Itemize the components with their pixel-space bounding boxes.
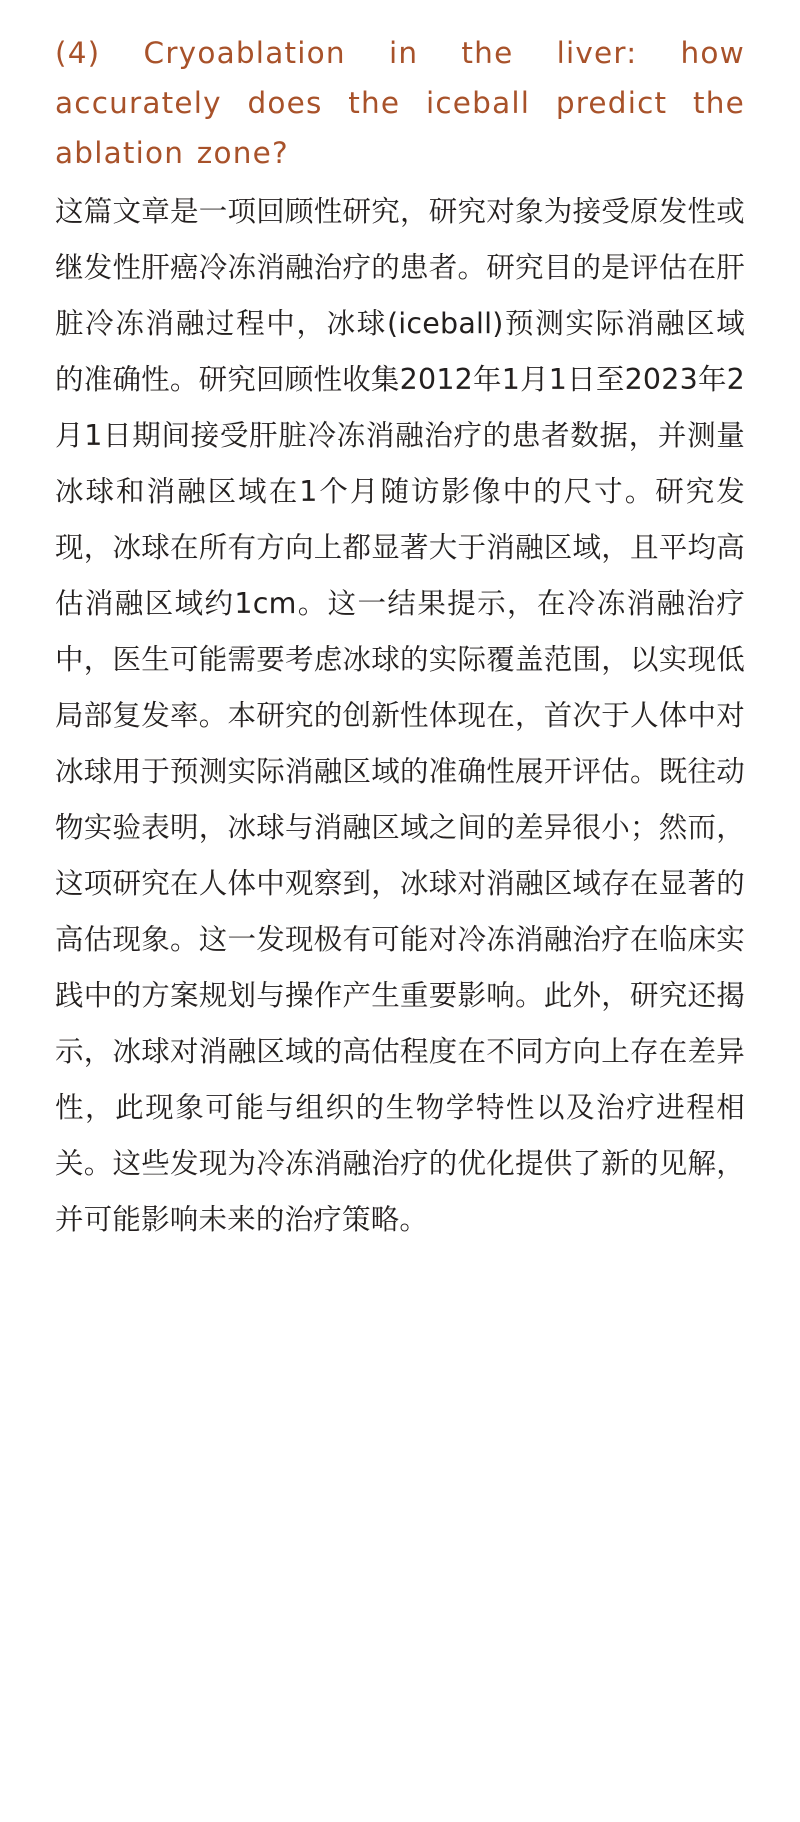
article-body-text: 这篇文章是一项回顾性研究，研究对象为接受原发性或继发性肝癌冷冻消融治疗的患者。研究目的是评估在肝脏冷冻消融过程中，冰球(iceball)预测实际消融区域的准确性。研究回顾性收集2012年1月1日至2023年2月1日期间接受肝脏冷冻消融治疗的患者数据，并测量冰球和消融区域在1个月随访影像中的尺寸。研究发现，冰球在所有方向上都显著大于消融区域，且平均高估消融区域约1cm。这一结果提示，在冷冻消融治疗中，医生可能需要考虑冰球的实际覆盖范围，以实现低局部复发率。本研究的创新性体现在，首次于人体中对冰球用于预测实际消融区域的准确性展开评估。既往动物实验表明，冰球与消融区域之间的差异很小；然而，这项研究在人体中观察到，冰球对消融区域存在显著的高估现象。这一发现极有可能对冷冻消融治疗在临床实践中的方案规划与操作产生重要影响。此外，研究还揭示，冰球对消融区域的高估程度在不同方向上存在差异性，此现象可能与组织的生物学特性以及治疗进程相关。这些发现为冷冻消融治疗的优化提供了新的见解，并可能影响未来的治疗策略。	[55, 195, 745, 1236]
page-title: (4) Cryoablation in the liver: how accurately does the iceball predict the ablation zone?	[55, 36, 745, 170]
